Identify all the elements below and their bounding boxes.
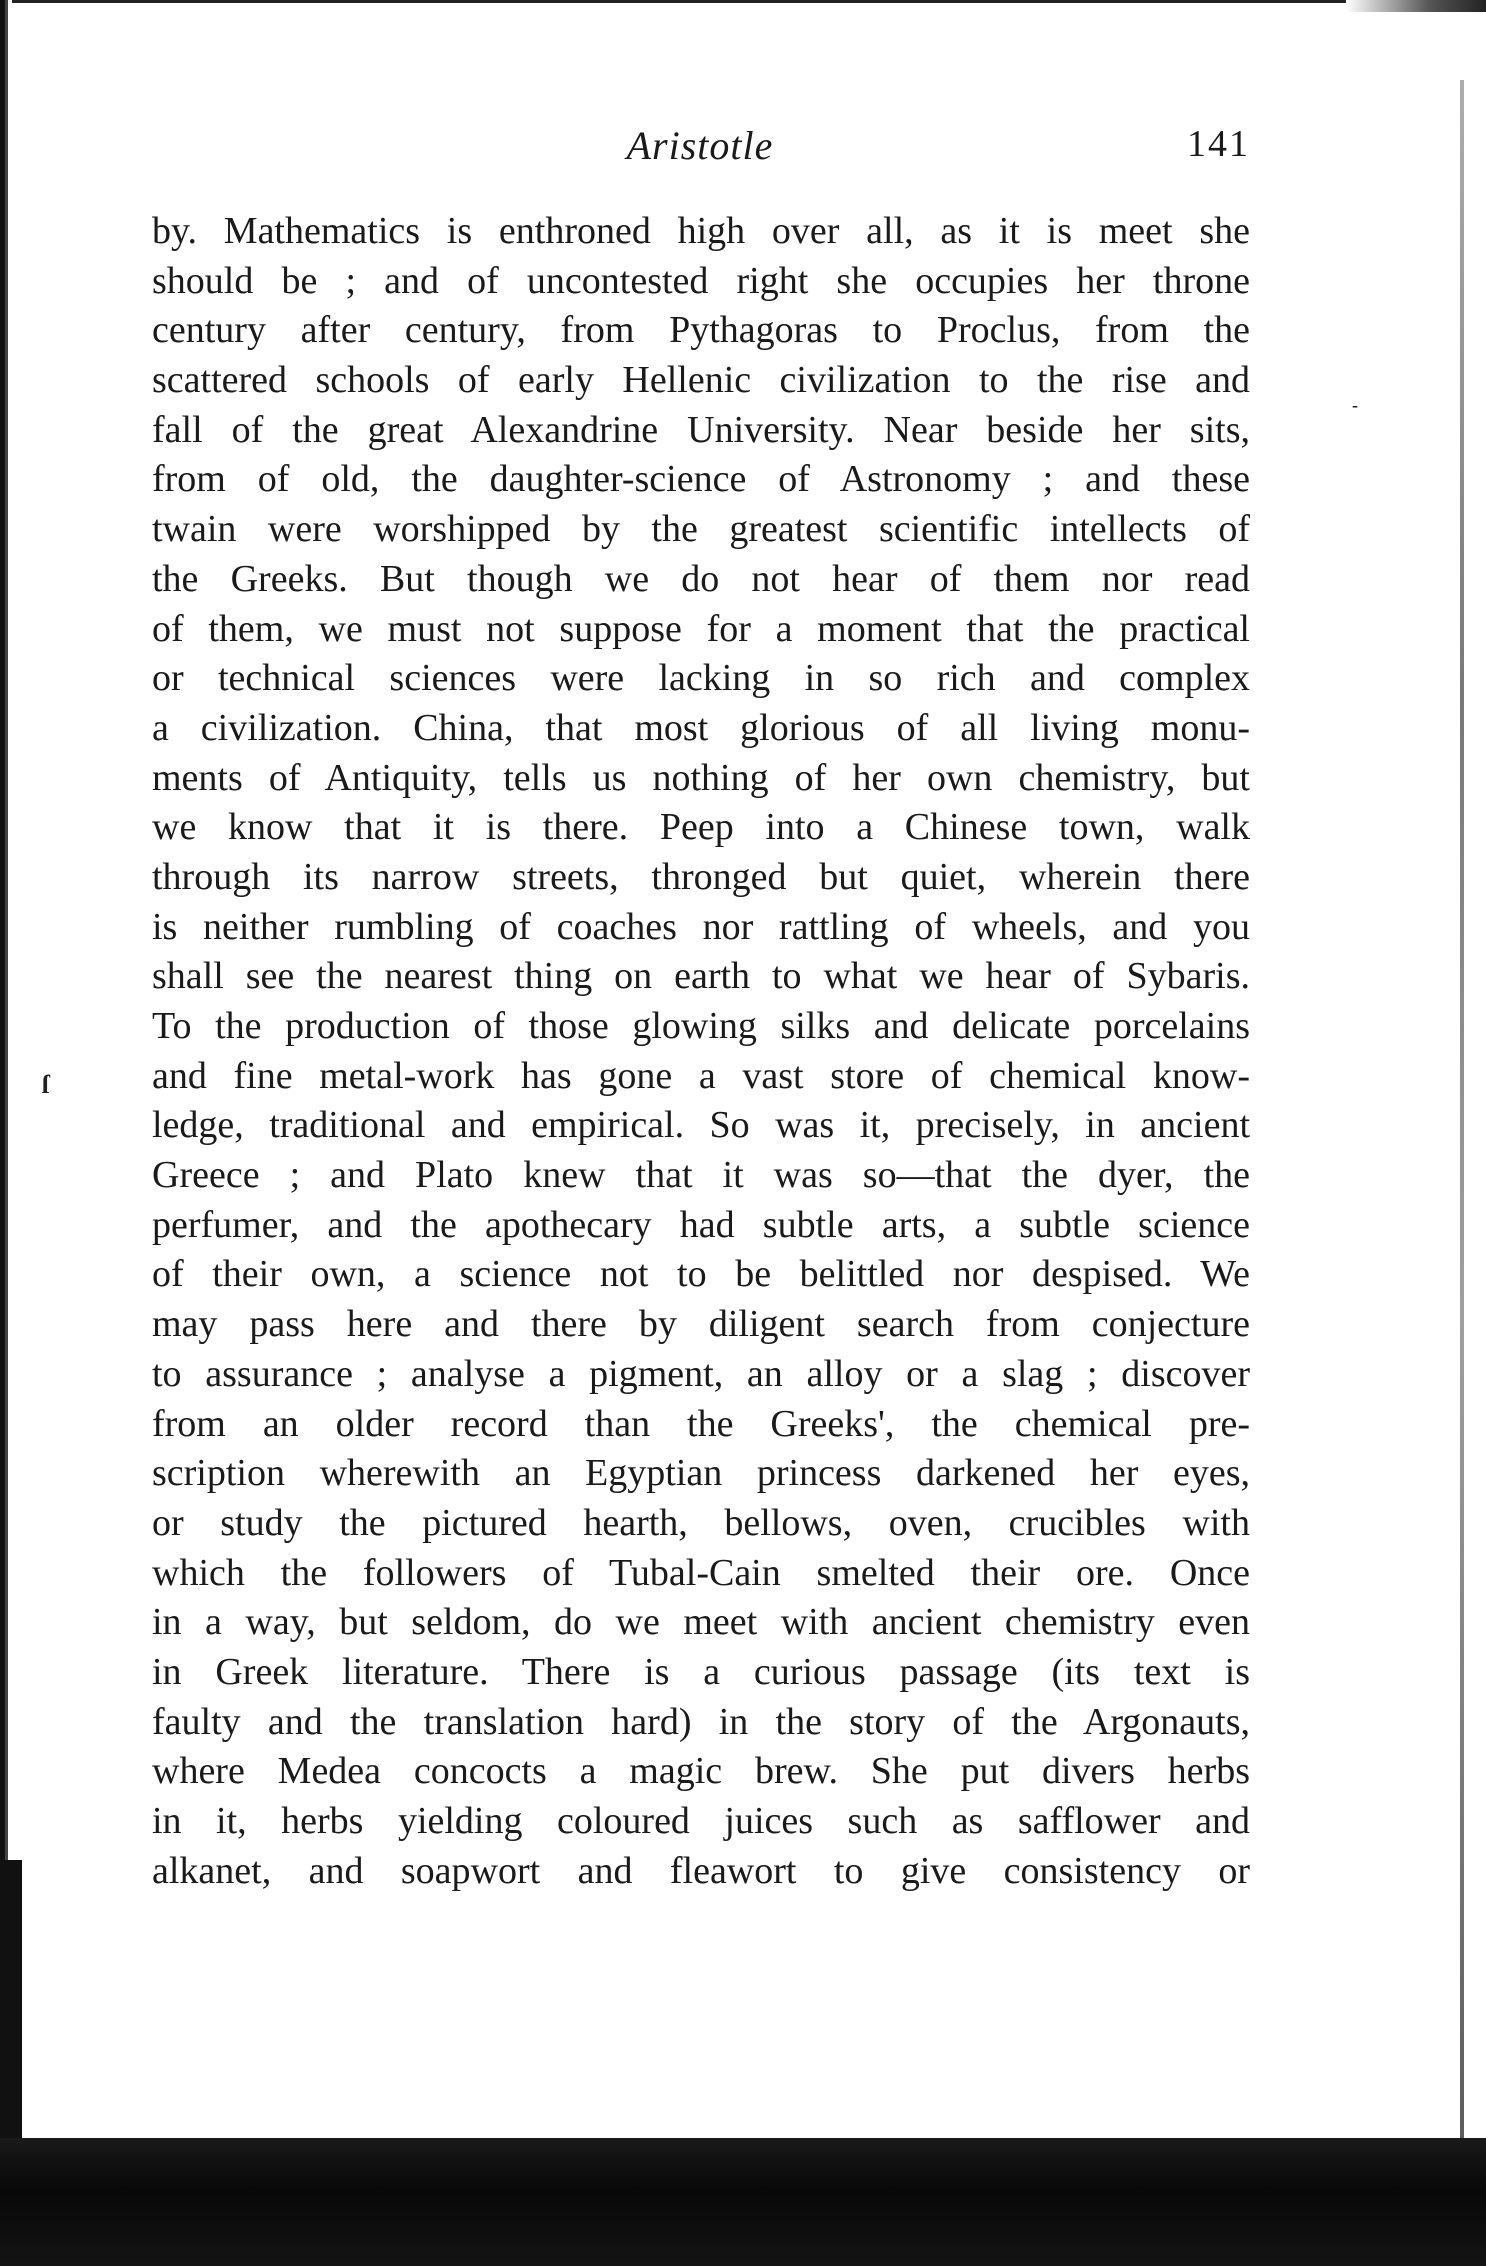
text-line: from an older record than the Greeks', the chemical pre- bbox=[152, 1402, 1250, 1445]
text-line: Greece ; and Plato knew that it was so—that the dyer, the bbox=[152, 1154, 1250, 1197]
running-head bbox=[150, 122, 1250, 172]
page-number: 141 bbox=[1187, 123, 1250, 165]
text-line: where Medea concocts a magic brew. She put divers herbs bbox=[152, 1750, 1250, 1793]
text-line: alkanet, and soapwort and fleawort to give consistency or bbox=[152, 1849, 1250, 1892]
scan-edge-right bbox=[1460, 80, 1464, 2140]
text-line: the Greeks. But though we do not hear of them nor read bbox=[152, 557, 1250, 600]
text-line: perfumer, and the apothecary had subtle arts, a subtle science bbox=[152, 1203, 1250, 1246]
text-line: in it, herbs yielding coloured juices such as safflower and bbox=[152, 1800, 1250, 1842]
text-line: may pass here and there by diligent search from conjecture bbox=[152, 1303, 1250, 1346]
margin-mark-right: - bbox=[1352, 395, 1358, 415]
text-line: is neither rumbling of coaches nor rattling of wheels, and you bbox=[152, 905, 1250, 948]
text-line: of them, we must not suppose for a moment that the practical bbox=[152, 607, 1250, 650]
text-line: which the followers of Tubal-Cain smelted their ore. Once bbox=[152, 1551, 1250, 1594]
text-line: should be ; and of uncontested right she occupies her throne bbox=[152, 259, 1250, 302]
text-line: or technical sciences were lacking in so rich and complex bbox=[152, 657, 1250, 700]
scan-edge-top-right bbox=[1346, 0, 1486, 12]
text-line: in Greek literature. There is a curious passage (its text is bbox=[152, 1650, 1250, 1693]
text-line: scription wherewith an Egyptian princess darkened her eyes, bbox=[152, 1452, 1250, 1495]
text-line: a civilization. China, that most glorious of all living monu- bbox=[152, 706, 1250, 749]
scan-edge-left-bottom bbox=[0, 1860, 22, 2160]
text-line: To the production of those glowing silks and delicate porcelains bbox=[152, 1005, 1250, 1047]
text-line: we know that it is there. Peep into a Chinese town, walk bbox=[152, 806, 1250, 849]
text-line: ments of Antiquity, tells us nothing of her own chemistry, but bbox=[152, 756, 1250, 799]
running-title: Aristotle bbox=[626, 123, 774, 168]
text-line: from of old, the daughter-science of Astronomy ; and these bbox=[152, 458, 1250, 501]
text-line: or study the pictured hearth, bellows, oven, crucibles with bbox=[152, 1501, 1250, 1544]
text-line: of their own, a science not to be belittled nor despised. We bbox=[152, 1253, 1250, 1296]
text-line: century after century, from Pythagoras to Proclus, from the bbox=[152, 309, 1250, 352]
text-line: faulty and the translation hard) in the story of the Argonauts, bbox=[152, 1700, 1250, 1743]
scan-edge-bottom bbox=[0, 2138, 1486, 2266]
text-line: by. Mathematics is enthroned high over all, as it is meet she bbox=[152, 210, 1250, 252]
text-line: to assurance ; analyse a pigment, an alloy or a slag ; discover bbox=[152, 1352, 1250, 1395]
text-line: scattered schools of early Hellenic civilization to the rise and bbox=[152, 359, 1250, 402]
text-line: twain were worshipped by the greatest scientific intellects of bbox=[152, 508, 1250, 551]
margin-mark-left: ſ bbox=[42, 1070, 50, 1099]
text-line: through its narrow streets, thronged but quiet, wherein there bbox=[152, 855, 1250, 898]
text-line: ledge, traditional and empirical. So was it, precisely, in ancient bbox=[152, 1104, 1250, 1147]
scan-edge-top bbox=[0, 0, 1486, 10]
text-line: and fine metal-work has gone a vast store of chemical know- bbox=[152, 1054, 1250, 1097]
text-line: fall of the great Alexandrine University. Near beside her sits, bbox=[152, 408, 1250, 451]
text-line: in a way, but seldom, do we meet with ancient chemistry even bbox=[152, 1601, 1250, 1644]
body-text bbox=[152, 207, 1250, 1896]
text-line: shall see the nearest thing on earth to what we hear of Sybaris. bbox=[152, 955, 1250, 998]
